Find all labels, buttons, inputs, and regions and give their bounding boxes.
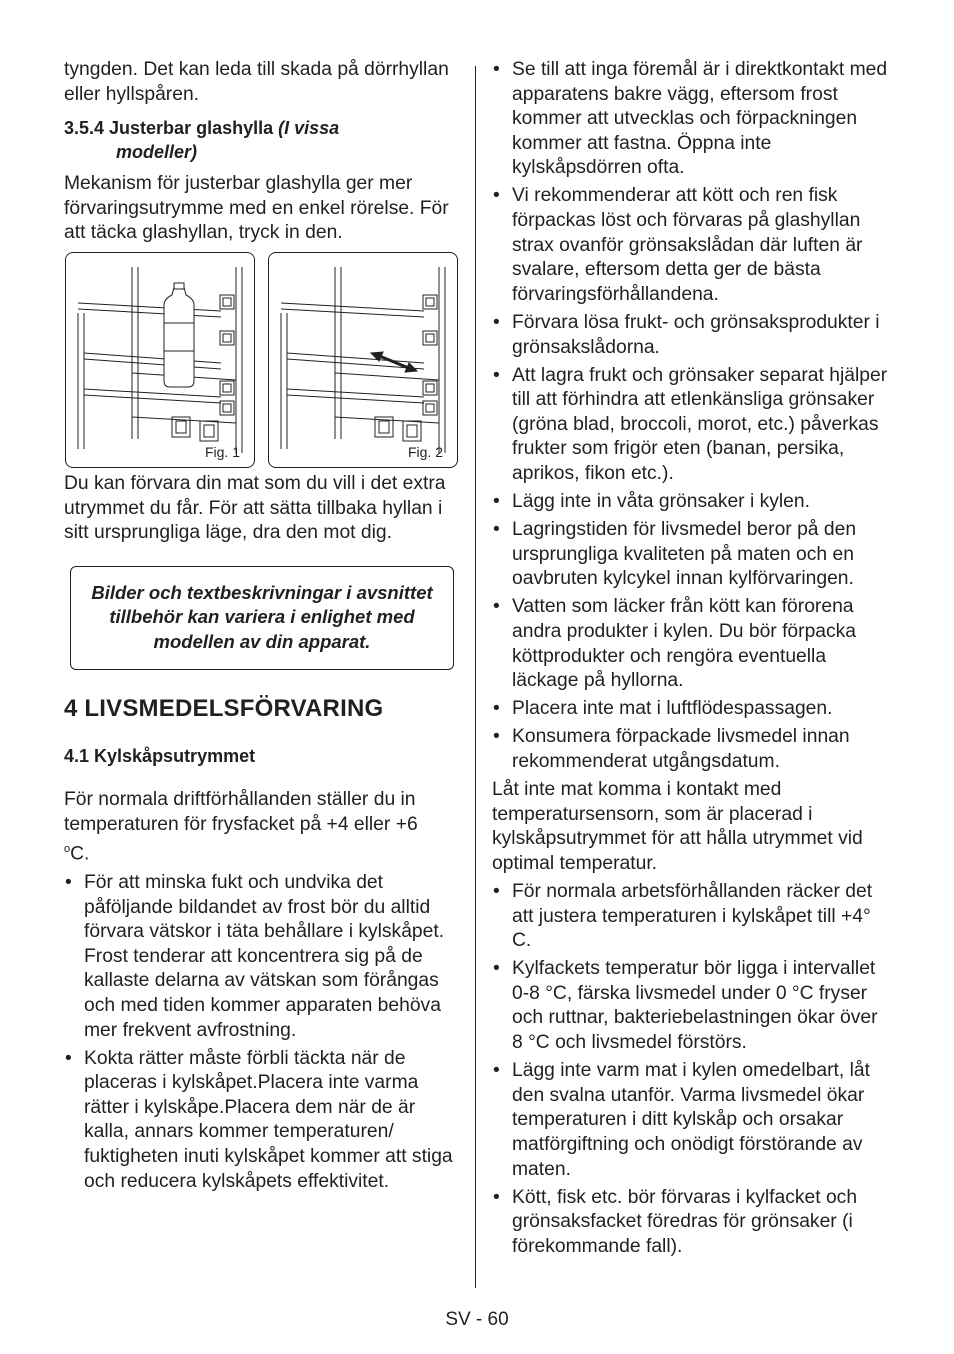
figure-1-caption: Fig. 1 [204, 443, 240, 460]
list-item: • Kylfackets temperatur bör ligga i intervallet 0-8 °C, färska livsmedel under 0 °C fryser och ruttnar, bakteriebelastningen ökar över 8 °C och livsmedel förstörs. [492, 957, 892, 1055]
paragraph-41-unit: C. [70, 843, 90, 865]
list-item: • Se till att inga föremål är i direktkontakt med apparatens bakre vägg, eftersom frost kommer att utvecklas och förpackningen kommer att fastna. Öppna inte kylskåpsdörren ofta. [492, 58, 892, 181]
subsection-title-italic: (I vissa [278, 118, 340, 139]
figure-row [64, 252, 458, 472]
column-divider [475, 66, 476, 1288]
list-item: • Konsumera förpackade livsmedel innan rekommenderat utgångsdatum. [492, 725, 892, 774]
section-title: 4 LIVSMEDELSFÖRVARING [64, 695, 384, 723]
paragraph-41 [64, 788, 458, 867]
subsection-title: 3.5.4 Justerbar glashylla [64, 118, 274, 139]
list-item: • Lagringstiden för livsmedel beror på den ursprungliga kvaliteten på maten och en oavbruten kylcykel innan kylförvaringen. [492, 518, 892, 592]
subsection-title-italic-cont: modeller) [116, 142, 198, 163]
figure-2-caption: Fig. 2 [407, 443, 443, 460]
right-bullet-list-a [492, 58, 892, 775]
list-item: • Att lagra frukt och grönsaker separat hjälper till att förhindra att etlenkänsliga grönsaker (gröna blad, broccoli, morot, etc.) påverkas frukter som frigör eten (banan, persika, aprikos, fikon etc.). [492, 364, 892, 487]
list-item: • Lägg inte varm mat i kylen omedelbart, låt den svalna utanför. Varma livsmedel ökar temperaturen i ditt kylskåp och orsakar matförgiftning och onödigt förstörande av maten. [492, 1059, 892, 1182]
subsection-heading-354 [64, 116, 458, 164]
fridge-shelf-illustration-1 [66, 253, 256, 469]
after-figures-paragraph: Du kan förvara din mat som du vill i det extra utrymmet du får. För att sätta tillbaka hyllan i sitt ursprungliga läge, dra den mot dig. [64, 472, 446, 544]
figure-2 [268, 252, 458, 468]
list-item: • Vi rekommenderar att kött och ren fisk förpackas löst och förvaras på glashyllan strax ovanför grönsakslådan där luften är svalare, eftersom detta ger de bästa förvaringsförhållandena. [492, 184, 892, 307]
right-bullet-list-b [492, 880, 892, 1259]
list-item: • För att minska fukt och undvika det påföljande bildandet av frost bör du alltid förvara vätskor i täta behållare i kylskåpet. Frost tenderar att koncentrera sig på de kallaste delarna av vätskan som förångas och med tiden kommer apparaten behöva mer frekvent avfrostning. [64, 871, 458, 1043]
list-item: • Förvara lösa frukt- och grönsaksprodukter i grönsakslådorna. [492, 311, 892, 360]
left-column [64, 58, 458, 1194]
list-item: • Placera inte mat i luftflödespassagen. [492, 697, 892, 722]
list-item: • För normala arbetsförhållanden räcker det att justera temperaturen i kylskåpet till +4° C. [492, 880, 892, 954]
figure-1 [65, 252, 255, 468]
intro-paragraph: tyngden. Det kan leda till skada på dörrhyllan eller hyllspåren. [64, 59, 449, 105]
left-bullet-list [64, 871, 458, 1194]
subsection-heading-41: 4.1 Kylskåpsutrymmet [64, 746, 256, 767]
list-item: • Vatten som läcker från kött kan förorena andra produkter i kylen. Du bör förpacka köttprodukter och rengöra eventuella läckage på hyllorna. [492, 595, 892, 693]
list-item: • Kött, fisk etc. bör förvaras i kylfacket och grönsaksfacket föredras för grönsaker (i förekommande fall). [492, 1186, 892, 1260]
list-item: • Kokta rätter måste förbli täckta när de placeras i kylskåpet.Placera inte varma rätter i kylskåpe.Placera dem när de är kalla, annars kommer temperaturen/ fuktigheten inuti kylskåpet kommer att stiga och reducera kylskåpets effektivitet. [64, 1047, 458, 1195]
right-column [492, 58, 892, 1259]
right-paragraph: Låt inte mat komma i kontakt med temperatursensorn, som är placerad i kylskåpsutrymmet för att hålla utrymmet vid optimal temperatur. [492, 779, 863, 874]
shelf-description: Mekanism för justerbar glashylla ger mer förvaringsutrymme med en enkel rörelse. För att täcka glashyllan, tryck in den. [64, 173, 449, 244]
page-number: SV - 60 [445, 1309, 509, 1330]
paragraph-41-text: För normala driftförhållanden ställer du in temperaturen för frysfacket på +4 eller +6 [64, 789, 418, 835]
fridge-shelf-illustration-2 [269, 253, 459, 469]
list-item: • Lägg inte in våta grönsaker i kylen. [492, 490, 892, 515]
degree-sign: o [64, 843, 71, 856]
note-box: Bilder och textbeskrivningar i avsnittet tillbehör kan variera i enlighet med modellen av din apparat. [70, 566, 454, 671]
